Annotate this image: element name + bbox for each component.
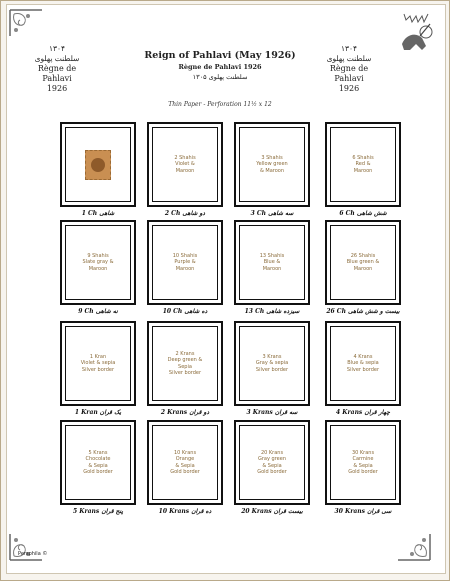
stamp-slot-inner-frame	[239, 225, 305, 300]
reign-french-line1: Règne de	[37, 64, 77, 73]
stamp-description: 3 Shahis Yellow green & Maroon	[256, 154, 288, 174]
stamp-description: 26 Shahis Blue green & Maroon	[346, 252, 380, 272]
stamp-slot-inner-frame	[65, 326, 131, 401]
reign-persian: سلطنت پهلوی	[34, 54, 80, 63]
stamp-description: 4 Krans Blue & sepia Silver border	[346, 353, 380, 373]
stamp-slot	[325, 321, 401, 406]
stamp-caption: 30 Krans سی قران	[334, 508, 392, 515]
stamp-slot-inner-frame	[152, 127, 218, 202]
stamp-slot	[147, 420, 223, 505]
stamp-slot	[147, 220, 223, 305]
stamp-description: 9 Shahis Slate gray & Maroon	[82, 252, 114, 272]
stamp-slot-inner-frame	[65, 225, 131, 300]
stamp-description: 10 Krans Orange & Sepia Gold border	[170, 449, 200, 475]
reign-french-line2: Pahlavi	[42, 74, 72, 83]
stamp-slot-inner-frame	[239, 425, 305, 500]
stamp-caption: 20 Krans بیست قران	[241, 508, 303, 515]
stamp-description: 13 Shahis Blue & Maroon	[259, 252, 285, 272]
stamp-description: 5 Krans Chocolate & Sepia Gold border	[83, 449, 113, 475]
year-persian: ۱۳۰۴	[340, 44, 358, 53]
stamp-caption: 26 Ch بیست و شش شاهی	[326, 308, 400, 315]
corner-ornament-top-left	[8, 8, 56, 48]
stamp-slot-inner-frame	[239, 127, 305, 202]
stamp-description: 20 Krans Gray green & Sepia Gold border	[257, 449, 287, 475]
stamp-slot-inner-frame	[152, 225, 218, 300]
stamp-slot	[325, 220, 401, 305]
stamp-caption: 6 Ch شش شاهی	[339, 210, 387, 217]
page-title: Reign of Pahlavi (May 1926)	[144, 50, 296, 61]
stamp-slot-inner-frame	[239, 326, 305, 401]
stamp-image	[85, 150, 111, 180]
stamp-slot-inner-frame	[65, 127, 131, 202]
page-subtitle-persian: سلطنت پهلوی ۱۳۰۵	[192, 73, 248, 81]
stamp-slot	[147, 122, 223, 207]
stamp-slot-inner-frame	[65, 425, 131, 500]
stamp-slot-inner-frame	[330, 425, 396, 500]
reign-french-line2: Pahlavi	[334, 74, 364, 83]
stamp-emblem-icon	[91, 158, 105, 172]
stamp-description: 6 Shahis Red & Maroon	[352, 154, 374, 174]
header-left-block	[22, 44, 92, 94]
stamp-description: 10 Shahis Purple & Maroon	[172, 252, 198, 272]
stamp-caption: 10 Krans ده قران	[158, 508, 212, 515]
stamp-caption: 13 Ch سیزده شاهی	[244, 308, 300, 315]
stamp-slot-inner-frame	[330, 326, 396, 401]
stamp-slot	[147, 321, 223, 406]
stamp-slot	[234, 420, 310, 505]
stamp-description: 3 Krans Gray & sepia Silver border	[255, 353, 289, 373]
year-persian: ۱۳۰۴	[48, 44, 66, 53]
stamp-slot-inner-frame	[330, 225, 396, 300]
stamp-slot	[325, 122, 401, 207]
stamp-caption: 3 Krans سه قران	[246, 409, 298, 416]
stamp-slot	[325, 420, 401, 505]
stamp-slot	[60, 122, 136, 207]
stamp-caption: 2 Krans دو قران	[160, 409, 210, 416]
corner-ornament-bottom-right	[384, 522, 432, 562]
reign-persian: سلطنت پهلوی	[326, 54, 372, 63]
year-text: 1926	[338, 84, 360, 93]
stamp-description: 1 Kran Violet & sepia Silver border	[80, 353, 116, 373]
lion-and-sun-emblem-icon	[396, 10, 438, 58]
reign-french-line1: Règne de	[329, 64, 369, 73]
stamp-caption: 1 Kran یک قران	[74, 409, 122, 416]
stamp-slot	[234, 321, 310, 406]
perforation-note: Thin Paper - Perforation 11½ x 12	[168, 101, 272, 108]
stamp-slot-inner-frame	[152, 425, 218, 500]
stamp-caption: 1 Ch شاهی	[81, 210, 115, 217]
stamp-slot	[60, 321, 136, 406]
stamp-slot	[234, 220, 310, 305]
stamp-slot-inner-frame	[152, 326, 218, 401]
stamp-slot	[234, 122, 310, 207]
stamp-slot-inner-frame	[330, 127, 396, 202]
stamp-caption: 3 Ch سه شاهی	[250, 210, 294, 217]
copyright-credit: Persphila ©	[18, 551, 48, 557]
stamp-description: 30 Krans Carmine & Sepia Gold border	[348, 449, 378, 475]
header-right-block	[314, 44, 384, 94]
stamp-slot	[60, 220, 136, 305]
stamp-caption: 2 Ch دو شاهی	[164, 210, 206, 217]
stamp-description: 2 Krans Deep green & Sepia Silver border	[167, 350, 203, 376]
year-text: 1926	[46, 84, 68, 93]
stamp-caption: 9 Ch نه شاهی	[78, 308, 118, 315]
page-subtitle-french: Règne de Pahlavi 1926	[178, 63, 262, 71]
stamp-caption: 10 Ch ده شاهی	[162, 308, 208, 315]
stamp-caption: 5 Krans پنج قران	[72, 508, 124, 515]
stamp-description: 2 Shahis Violet & Maroon	[174, 154, 196, 174]
stamp-caption: 4 Krans چهار قران	[336, 409, 390, 416]
stamp-slot	[60, 420, 136, 505]
